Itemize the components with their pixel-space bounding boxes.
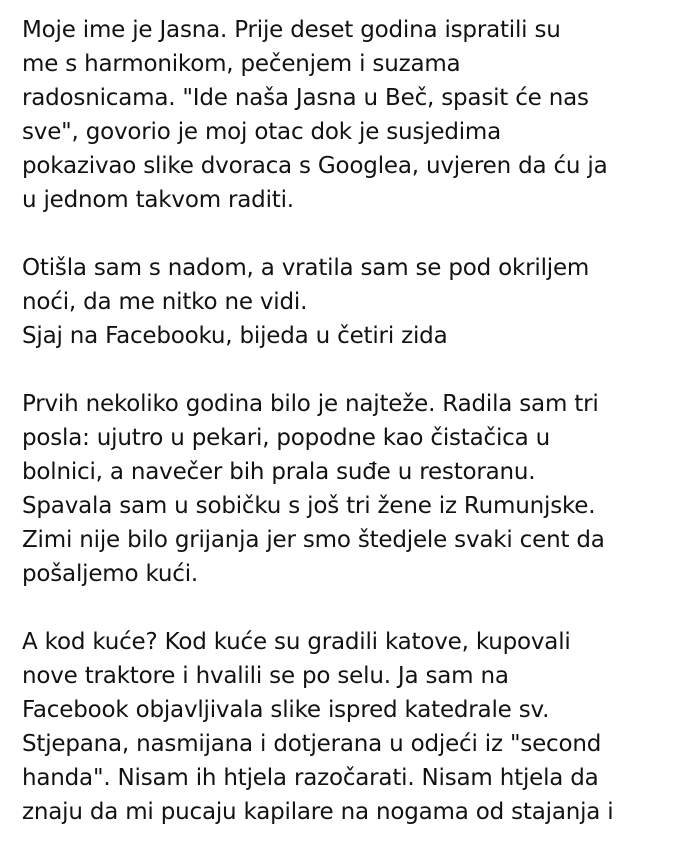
text-line: radosnicama. "Ide naša Jasna u Beč, spasit će nas <box>22 85 589 111</box>
paragraph-4 <box>22 625 690 829</box>
text-line: nove traktore i hvalili se po selu. Ja sam na <box>22 663 509 689</box>
text-line: u jednom takvom raditi. <box>22 187 294 213</box>
text-line: noći, da me nitko ne vidi. <box>22 289 308 315</box>
text-line: Sjaj na Facebooku, bijeda u četiri zida <box>22 323 448 349</box>
paragraph-2 <box>22 251 690 353</box>
text-line: Facebook objavljivala slike ispred katedrale sv. <box>22 697 550 723</box>
text-line: Stjepana, nasmijana i dotjerana u odjeći iz "second <box>22 731 602 757</box>
text-line: A kod kuće? Kod kuće su gradili katove, kupovali <box>22 629 571 655</box>
text-line: pošaljemo kući. <box>22 561 199 587</box>
text-line: znaju da mi pucaju kapilare na nogama od stajanja i <box>22 799 614 825</box>
text-line: me s harmonikom, pečenjem i suzama <box>22 51 461 77</box>
paragraph-1 <box>22 13 690 217</box>
post-text <box>22 13 690 863</box>
text-line: Zimi nije bilo grijanja jer smo štedjele svaki cent da <box>22 527 605 553</box>
text-line: Prvih nekoliko godina bilo je najteže. Radila sam tri <box>22 391 599 417</box>
paragraph-3 <box>22 387 690 591</box>
text-line: pokazivao slike dvoraca s Googlea, uvjeren da ću ja <box>22 153 608 179</box>
text-line: Otišla sam s nadom, a vratila sam se pod okriljem <box>22 255 590 281</box>
text-line: posla: ujutro u pekari, popodne kao čistačica u <box>22 425 550 451</box>
text-line: sve", govorio je moj otac dok je susjedima <box>22 119 502 145</box>
text-line: Moje ime je Jasna. Prije deset godina ispratili su <box>22 17 561 43</box>
text-line: Spavala sam u sobičku s još tri žene iz Rumunjske. <box>22 493 596 519</box>
text-line: bolnici, a navečer bih prala suđe u restoranu. <box>22 459 536 485</box>
text-line: handa". Nisam ih htjela razočarati. Nisam htjela da <box>22 765 599 791</box>
